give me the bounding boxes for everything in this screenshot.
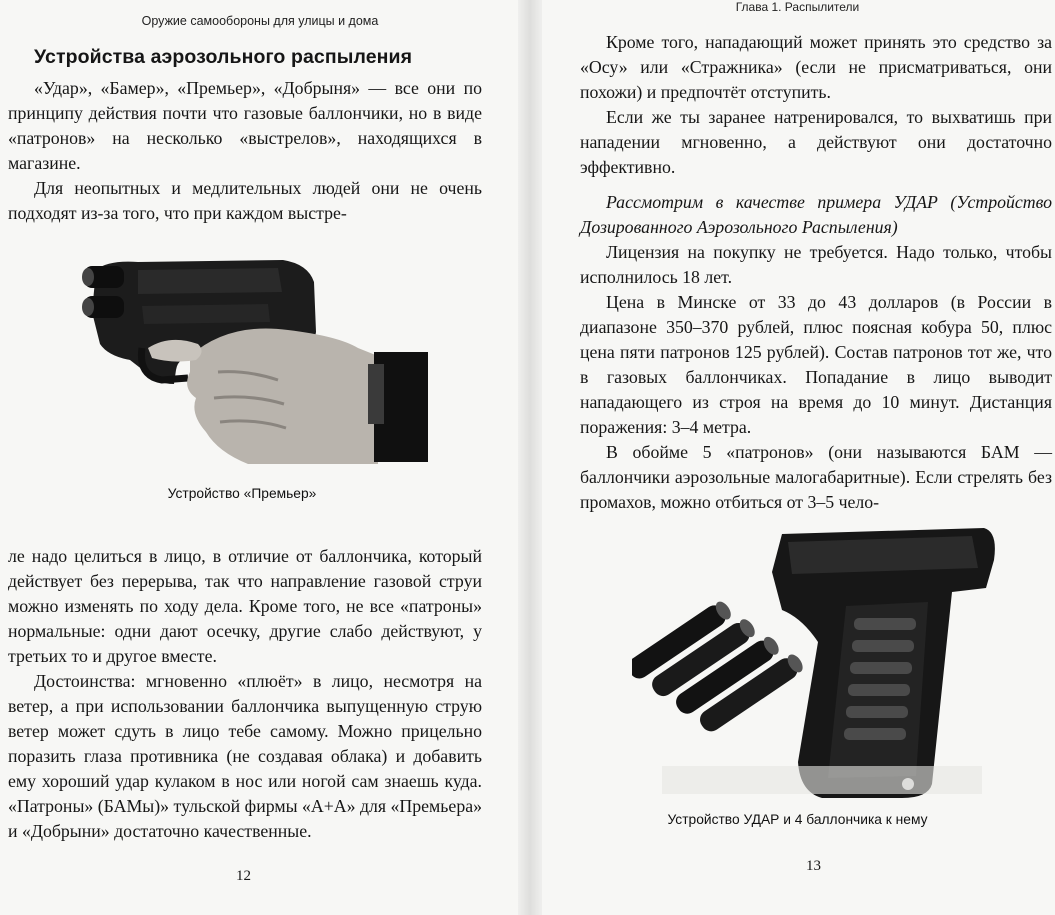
- left-text-top: [8, 76, 482, 226]
- udar-device-photo: [632, 522, 1004, 804]
- page-number-right: 13: [806, 858, 821, 874]
- left-text-bottom: [8, 544, 482, 844]
- paragraph: В обойме 5 «патронов» (они называются БАМ — баллончики аэрозольные малогабаритные). Если стрелять без промахов, можно отбиться от 3–5 чело-: [580, 442, 1052, 512]
- paragraph: Для неопытных и медлительных людей они не очень подходят из-за того, что при каждом выстре-: [8, 178, 482, 223]
- right-text: [580, 30, 1052, 515]
- paragraph: Лицензия на покупку не требуется. Надо только, чтобы исполнилось 18 лет.: [580, 242, 1052, 287]
- udar-caption: Устройство УДАР и 4 баллончика к нему: [667, 812, 928, 827]
- right-running-head: Глава 1. Распылители: [735, 0, 860, 14]
- paragraph: ле надо целиться в лицо, в отличие от баллончика, который действует без перерыва, так что направление газовой струи можно изменять по ходу дела. Кроме того, не все «патроны» нормальные: одни дают осечку, другие слабо действуют, у третьих то и другое вместе.: [8, 546, 482, 666]
- paragraph: Кроме того, нападающий может принять это средство за «Осу» или «Стражника» (если не присматриваться, они похожи) и предпочтёт отступить.: [580, 32, 1052, 102]
- right-page: [540, 0, 1055, 915]
- paragraph: Если же ты заранее натренировался, то выхватишь при нападении мгновенно, а действуют они достаточно эффективно.: [580, 107, 1052, 177]
- premier-caption: Устройство «Премьер»: [167, 486, 317, 501]
- page-number-left: 12: [236, 868, 251, 884]
- section-title: Устройства аэрозольного распыления: [34, 46, 413, 68]
- premier-device-photo: [78, 252, 430, 464]
- paragraph: «Удар», «Бамер», «Премьер», «Добрыня» — все они по принципу действия почти что газовые баллончики, но в виде «патронов» на несколько «выстрелов», находящихся в магазине.: [8, 78, 482, 173]
- italic-paragraph: Рассмотрим в качестве примера УДАР (Устройство Дозированного Аэрозольного Распыления): [580, 192, 1052, 237]
- left-running-head: Оружие самообороны для улицы и дома: [141, 14, 379, 28]
- paragraph: Достоинства: мгновенно «плюёт» в лицо, несмотря на ветер, а при использовании баллончика выпущенную струю ветер может сдуть в лицо тебе самому. Можно прицельно поразить глаза противника (не создавая облака) и добавить ему хороший удар кулаком в нос или ногой сам знаешь куда. «Патроны» (БАМы)» тульской фирмы «А+А» для «Премьера» и «Добрыни» достаточно качественные.: [8, 671, 482, 841]
- paragraph: Цена в Минске от 33 до 43 долларов (в России в диапазоне 350–370 рублей, плюс поясная кобура 50, плюс цена пяти патронов 125 рублей). Состав патронов тот же, что в газовых баллончиках. Попадание в лицо выводит нападающего из строя на время до 10 минут. Дистанция поражения: 3–4 метра.: [580, 292, 1052, 437]
- book-gutter: [518, 0, 542, 915]
- left-page: [0, 0, 520, 915]
